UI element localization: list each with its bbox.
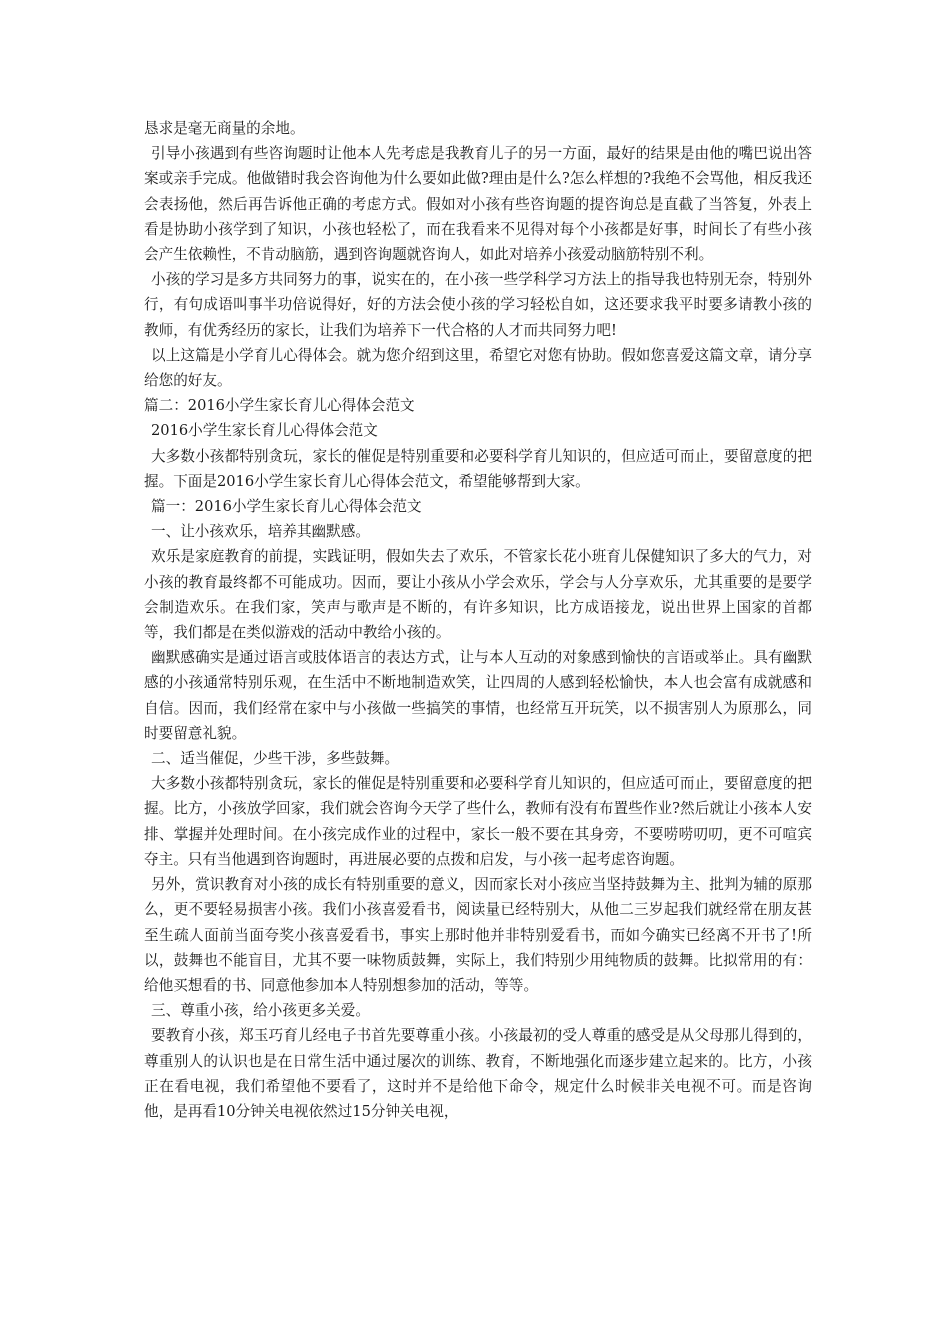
document-body [144,116,812,1124]
section-heading: 篇二：2016小学生家长育儿心得体会范文 [144,397,415,415]
paragraph: 小孩的学习是多方共同努力的事，说实在的，在小孩一些学科学习方法上的指导我也特别无奈，特别外行，有句成语叫事半功倍说得好，好的方法会使小孩的学习轻松自如，这还要求我平时要多请教小孩的教师，有优秀经历的家长，让我们为培养下一代合格的人才而共同努力吧! [144,271,812,339]
point-heading: 二、适当催促，少些干涉，多些鼓舞。 [151,750,400,768]
paragraph: 另外，赏识教育对小孩的成长有特别重要的意义，因而家长对小孩应当坚持鼓舞为主、批判为辅的原那么，更不要轻易损害小孩。我们小孩喜爱看书，阅读量已经特别大，从他二三岁起我们就经常在朋友甚至生疏人面前当面夸奖小孩喜爱看书，事实上那时他并非特别爱看书，而如今确实已经离不开书了!所以，鼓舞也不能盲目，尤其不要一味物质鼓舞，实际上，我们特别少用纯物质的鼓舞。比拟常用的有：给他买想看的书、同意他参加本人特别想参加的活动，等等。 [144,876,812,994]
point-heading: 一、让小孩欢乐，培养其幽默感。 [151,523,370,541]
section-subheading: 篇一：2016小学生家长育儿心得体会范文 [151,498,422,516]
section-subheading: 2016小学生家长育儿心得体会范文 [151,422,378,440]
point-heading: 三、尊重小孩，给小孩更多关爱。 [151,1002,370,1020]
paragraph: 要教育小孩，郑玉巧育儿经电子书首先要尊重小孩。小孩最初的受人尊重的感受是从父母那儿得到的，尊重别人的认识也是在日常生活中通过屡次的训练、教育，不断地强化而逐步建立起来的。比方，小孩正在看电视，我们希望他不要看了，这时并不是给他下命令，规定什么时候非关电视不可。而是咨询他，是再看10分钟关电视依然过15分钟关电视， [144,1027,812,1120]
paragraph: 引导小孩遇到有些咨询题时让他本人先考虑是我教育儿子的另一方面，最好的结果是由他的嘴巴说出答案或亲手完成。他做错时我会咨询他为什么要如此做?理由是什么?怎么样想的?我绝不会骂他，相反我还会表扬他，然后再告诉他正确的考虑方式。假如对小孩有些咨询题的提咨询总是直截了当答复，外表上看是协助小孩学到了知识，小孩也轻松了，而在我看来不见得对每个小孩都是好事，时间长了有些小孩会产生依赖性，不肯动脑筋，遇到咨询题就咨询人，如此对培养小孩爱动脑筋特别不利。 [144,145,812,264]
paragraph: 欢乐是家庭教育的前提，实践证明，假如失去了欢乐，不管家长花小班育儿保健知识了多大的气力，对小孩的教育最终都不可能成功。因而，要让小孩从小学会欢乐，学会与人分享欢乐，尤其重要的是要学会制造欢乐。在我们家，笑声与歌声是不断的，有许多知识，比方成语接龙，说出世界上国家的首都等，我们都是在类似游戏的活动中教给小孩的。 [144,548,812,642]
paragraph: 以上这篇是小学育儿心得体会。就为您介绍到这里，希望它对您有协助。假如您喜爱这篇文章，请分享给您的好友。 [144,346,812,390]
paragraph: 大多数小孩都特别贪玩，家长的催促是特别重要和必要科学育儿知识的，但应适可而止，要留意度的把握。比方，小孩放学回家，我们就会咨询今天学了些什么，教师有没有布置些作业?然后就让小孩本人安排、掌握并处理时间。在小孩完成作业的过程中，家长一般不要在其身旁，不要唠唠叨叨，更不可喧宾夺主。只有当他遇到咨询题时，再进展必要的点拨和启发，与小孩一起考虑咨询题。 [144,775,812,868]
paragraph: 恳求是毫无商量的余地。 [144,120,305,137]
paragraph: 大多数小孩都特别贪玩，家长的催促是特别重要和必要科学育儿知识的，但应适可而止，要留意度的把握。下面是2016小学生家长育儿心得体会范文，希望能够帮到大家。 [144,447,812,490]
paragraph: 幽默感确实是通过语言或肢体语言的表达方式，让与本人互动的对象感到愉快的言语或举止。具有幽默感的小孩通常特别乐观，在生活中不断地制造欢笑，让四周的人感到轻松愉快，本人也会富有成就感和自信。因而，我们经常在家中与小孩做一些搞笑的事情，也经常互开玩笑，以不损害别人为原那么，同时要留意礼貌。 [144,649,812,742]
